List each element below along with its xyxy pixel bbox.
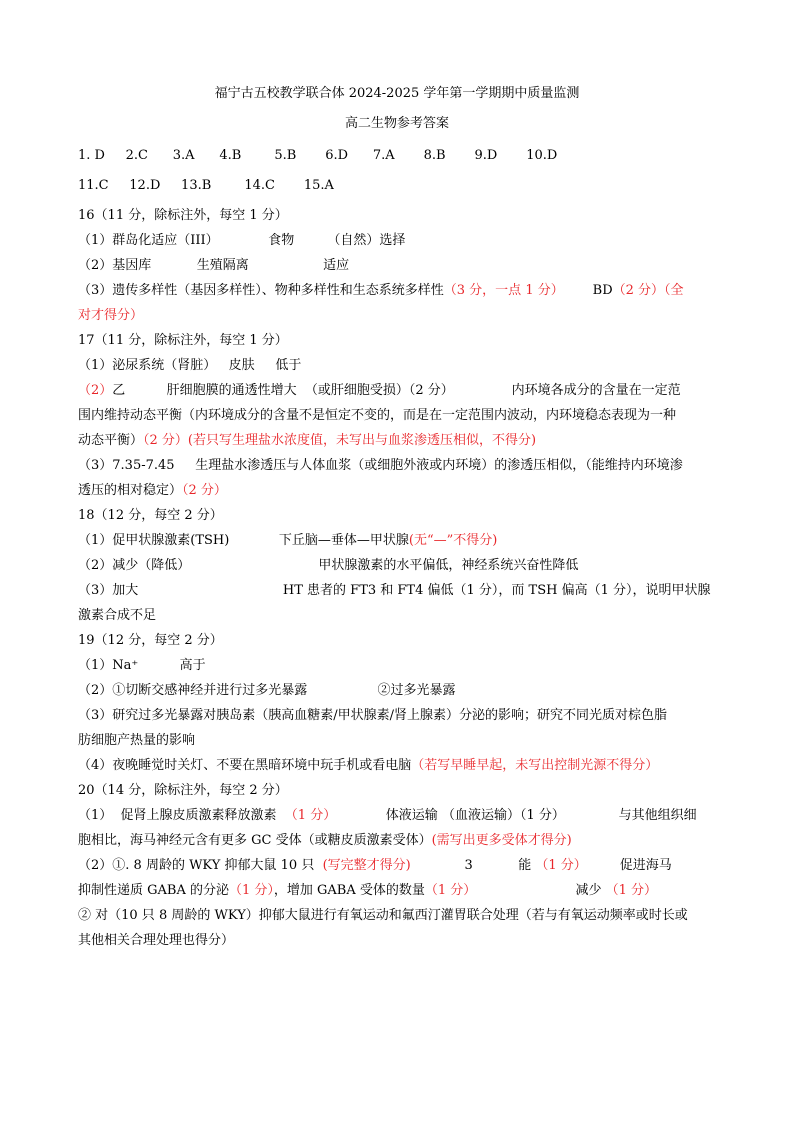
q20-part2-score-3: （1 分） bbox=[424, 883, 477, 898]
q20-part1-score: （1 分） bbox=[276, 808, 337, 823]
q20-part2-answer-3: 促进海马 bbox=[586, 858, 672, 873]
q16-part3-answer-2: BD bbox=[563, 283, 613, 298]
q18-header: 18（12 分，每空 2 分） bbox=[78, 508, 223, 523]
q17-part3: （3）7.35-7.45 生理盐水渗透压与人体血浆（或细胞外液或内环境）的渗透压相似，（能维持内环境渗 bbox=[78, 458, 683, 473]
q20-part1-answer: （1） 促肾上腺皮质激素释放激素 bbox=[78, 808, 277, 823]
q18-part1-note: (无“—”不得分) bbox=[408, 533, 498, 548]
q16-header: 16（11 分，除标注外，每空 1 分） bbox=[78, 208, 288, 223]
q20-part2-note: (写完整才得分) bbox=[314, 858, 411, 873]
q16-part2: （2）基因库 生殖隔离 适应 bbox=[78, 258, 350, 273]
q16-part3-score-2: （2 分）（全 bbox=[612, 283, 684, 298]
q17-part2 bbox=[78, 383, 681, 399]
q17-part3-score: （2 分） bbox=[182, 483, 227, 498]
q20-part2-cont-text-3: 减少 bbox=[476, 883, 606, 898]
page-title: 福宁古五校教学联合体 2024-2025 学年第一学期期中质量监测 bbox=[214, 86, 580, 101]
q20-part1-note: (需写出更多受体才得分) bbox=[431, 833, 572, 848]
q18-part1-answer: （1）促甲状腺激素(TSH) 下丘脑—垂体—甲状腺 bbox=[78, 533, 409, 548]
q20-header: 20（14 分，除标注外，每空 2 分） bbox=[78, 783, 288, 798]
q19-part4-note: （若写早睡早起，未写出控制光源不得分） bbox=[411, 758, 659, 773]
q19-part2: （2）①切断交感神经并进行过多光暴露 ②过多光暴露 bbox=[78, 683, 456, 698]
mc-answers-row-2: 11.C 12.D 13.B 14.C 15.A bbox=[78, 178, 334, 193]
q17-part2-cont: 围内维持动态平衡（内环境成分的含量不是恒定不变的，而是在一定范围内波动，内环境稳态表现为一种 bbox=[78, 408, 677, 423]
q16-part3-answer: （3）遗传多样性（基因多样性）、物种多样性和生态系统多样性 bbox=[78, 283, 444, 298]
q17-part2-end bbox=[78, 433, 536, 449]
q20-part1-answer-3: 与其他组织细 bbox=[564, 808, 697, 823]
q16-part1: （1）群岛化适应（III） 食物 （自然）选择 bbox=[78, 233, 406, 248]
q20-part2 bbox=[78, 858, 672, 874]
q19-part4 bbox=[78, 758, 658, 774]
q18-part3: （3）加大 HT 患者的 FT3 和 FT4 偏低（1 分），而 TSH 偏高（1 分），说明甲状腺 bbox=[78, 583, 711, 598]
q20-part1-cont bbox=[78, 833, 572, 849]
q19-part3-end: 肪细胞产热量的影响 bbox=[78, 733, 196, 748]
q20-part2-cont-text: 抑制性递质 GABA 的分泌 bbox=[78, 883, 229, 898]
page-subtitle: 高二生物参考答案 bbox=[344, 116, 449, 131]
q17-part3-end bbox=[78, 483, 227, 499]
q20-part2-answer: （2）①. 8 周龄的 WKY 抑郁大鼠 10 只 bbox=[78, 858, 315, 873]
q16-part3-score: （3 分，一点 1 分） bbox=[443, 283, 564, 298]
q20-part1-cont-text: 胞相比，海马神经元含有更多 GC 受体（或糖皮质激素受体） bbox=[78, 833, 432, 848]
q17-part2-end-text: 动态平衡） bbox=[78, 433, 144, 448]
q20-part1-answer-2: 体液运输 （血液运输）（1 分） bbox=[336, 808, 565, 823]
q20-part2-answer-2: 3 能 bbox=[410, 858, 536, 873]
q18-part2: （2）减少（降低） 甲状腺激素的水平偏低，神经系统兴奋性降低 bbox=[78, 558, 579, 573]
q19-part4-answer: （4）夜晚睡觉时关灯、不要在黑暗环境中玩手机或看电脑 bbox=[78, 758, 412, 773]
q16-part3 bbox=[78, 283, 684, 299]
q19-part1: （1）Na⁺ 高于 bbox=[78, 658, 206, 673]
q20-part2-score-4: （1 分） bbox=[605, 883, 657, 898]
q20-part2-cont-text-2: ，增加 GABA 受体的数量 bbox=[273, 883, 425, 898]
q17-part1: （1）泌尿系统（肾脏） 皮肤 低于 bbox=[78, 358, 302, 373]
q20-part2-score: （1 分） bbox=[535, 858, 587, 873]
q18-part3-end: 激素合成不足 bbox=[78, 608, 157, 623]
q17-header: 17（11 分，除标注外，每空 1 分） bbox=[78, 333, 288, 348]
q20-part2-score-2: （1 分） bbox=[228, 883, 274, 898]
q17-part2-answer: 乙 肝细胞膜的通透性增大 （或肝细胞受损）（2 分） 内环境各成分的含量在一定范 bbox=[112, 383, 681, 398]
q20-part2b: ② 对（10 只 8 周龄的 WKY）抑郁大鼠进行有氧运动和氟西汀灌胃联合处理（若与有氧运动频率或时长或 bbox=[78, 908, 688, 923]
q19-header: 19（12 分，每空 2 分） bbox=[78, 633, 223, 648]
mc-answers-row-1: 1. D 2.C 3.A 4.B 5.B 6.D 7.A 8.B 9.D 10.D bbox=[78, 148, 558, 163]
q16-part3-note: 对才得分） bbox=[78, 308, 144, 323]
q17-part2-number: （2） bbox=[78, 383, 113, 398]
q19-part3: （3）研究过多光暴露对胰岛素（胰高血糖素/甲状腺素/肾上腺素）分泌的影响；研究不同光质对棕色脂 bbox=[78, 708, 668, 723]
q20-part2-cont bbox=[78, 883, 657, 899]
q17-part2-score: （2 分）(若只写生理盐水浓度值，未写出与血浆渗透压相似，不得分) bbox=[143, 433, 537, 448]
q20-part2b-end: 其他相关合理处理也得分） bbox=[78, 933, 235, 948]
q17-part3-end-text: 透压的相对稳定） bbox=[78, 483, 183, 498]
q20-part1 bbox=[78, 808, 697, 824]
q18-part1 bbox=[78, 533, 497, 549]
